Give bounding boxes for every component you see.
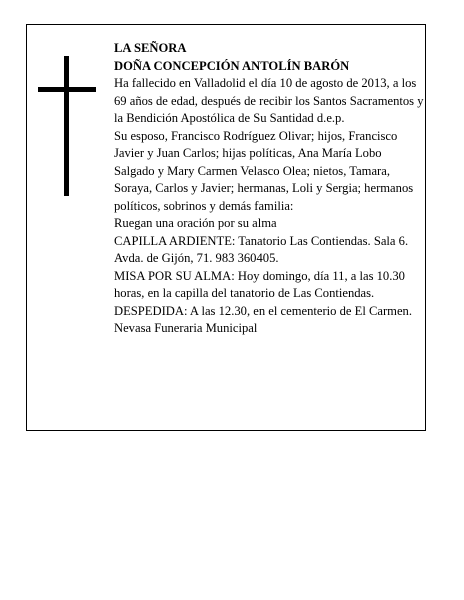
mass-info: MISA POR SU ALMA: Hoy domingo, día 11, a las 10.30 horas, en la capilla del tanatorio de Las Contiendas. xyxy=(114,268,405,300)
obituary-notice xyxy=(26,24,426,431)
notice-text xyxy=(114,40,424,338)
farewell-info: DESPEDIDA: A las 12.30, en el cementerio de El Carmen. xyxy=(114,303,412,318)
deceased-name: DOÑA CONCEPCIÓN ANTOLÍN BARÓN xyxy=(114,58,350,73)
funeral-home: Nevasa Funeraria Municipal xyxy=(114,321,258,335)
cross-horizontal-bar xyxy=(38,87,96,92)
family-list: Su esposo, Francisco Rodríguez Olivar; hijos, Francisco Javier y Juan Carlos; hijas políticas, Ana María Lobo Salgado y Mary Carmen Velasco Olea; nietos, Tamara, Soraya, Carlos y Javier; hermanas, Loli y Sergia; hermanos políticos, sobrinos y demás familia: xyxy=(114,128,414,213)
death-statement: Ha fallecido en Valladolid el día 10 de agosto de 2013, a los 69 años de edad, después de recibir los Santos Sacramentos y la Bendición Apostólica de Su Santidad d.e.p. xyxy=(114,76,424,125)
notice-heading: LA SEÑORA xyxy=(114,41,187,55)
chapel-info: CAPILLA ARDIENTE: Tanatorio Las Contiendas. Sala 6. Avda. de Gijón, 71. 983 360405. xyxy=(114,233,409,265)
prayer-request: Ruegan una oración por su alma xyxy=(114,216,277,230)
cross-icon xyxy=(38,56,96,196)
cross-vertical-bar xyxy=(64,56,69,196)
